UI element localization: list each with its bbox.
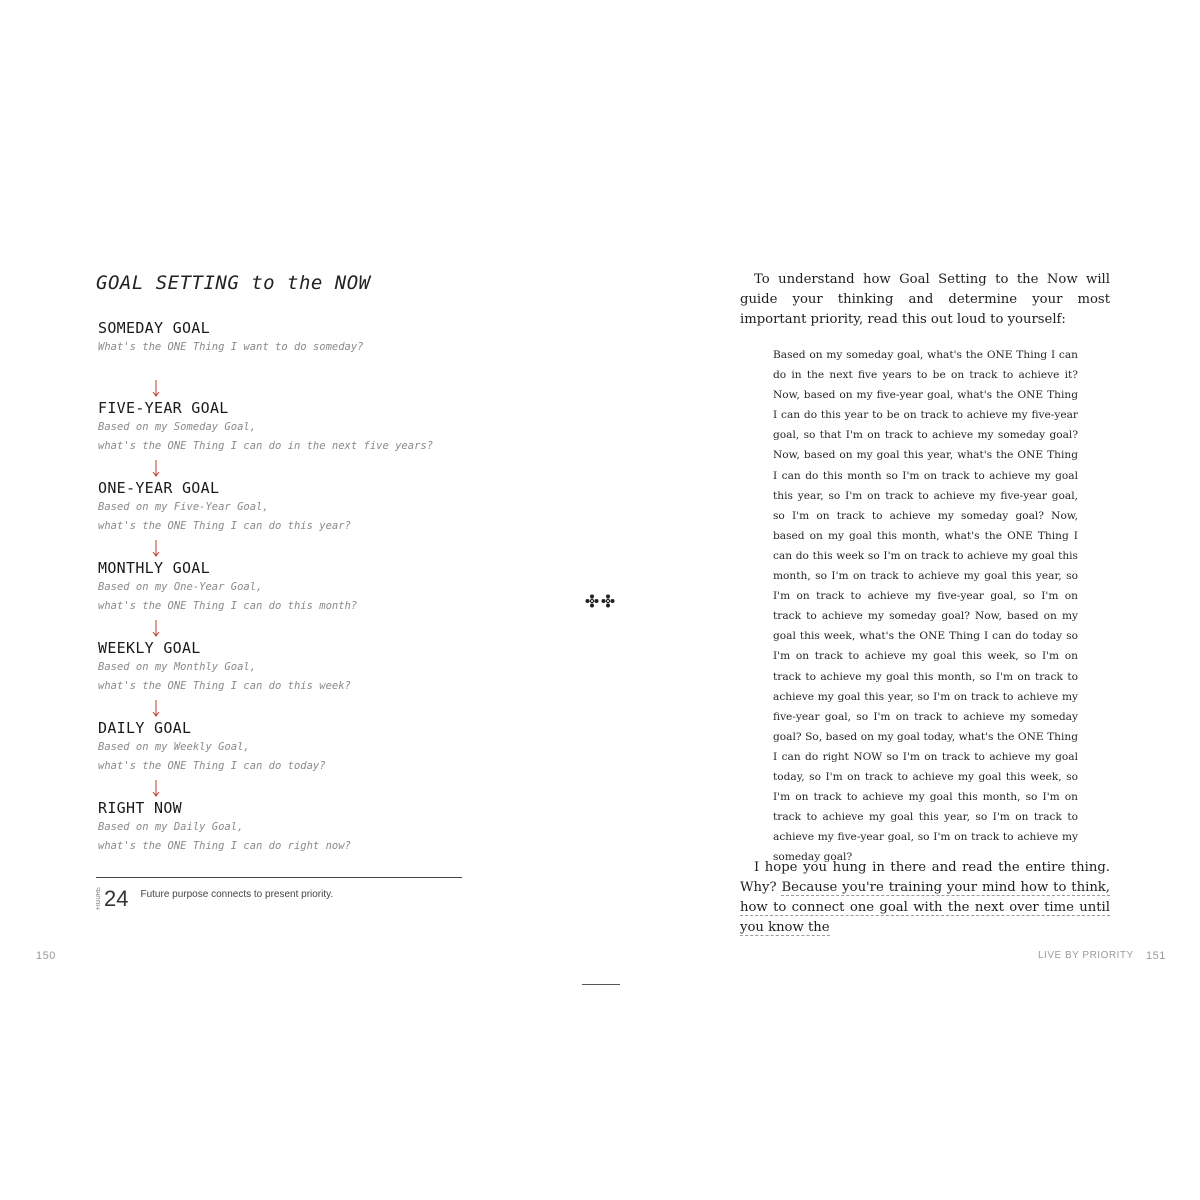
goal-step	[98, 398, 470, 478]
goal-step	[98, 718, 470, 798]
goal-step-label: RIGHT NOW	[98, 799, 182, 817]
goal-step-label: MONTHLY GOAL	[98, 559, 210, 577]
down-arrow-icon	[152, 780, 160, 798]
figure-divider	[96, 877, 462, 878]
goal-step-question: what's the ONE Thing I can do this week?	[98, 680, 351, 692]
goal-step	[98, 478, 470, 558]
goal-step-label: WEEKLY GOAL	[98, 639, 201, 657]
goal-step-question: Based on my One-Year Goal,	[98, 581, 263, 593]
goal-step-question: Based on my Daily Goal,	[98, 821, 244, 833]
intro-paragraph: To understand how Goal Setting to the Now will guide your thinking and determine your most important priority, read this out loud to yourself:	[740, 272, 1110, 327]
goal-step-question: Based on my Weekly Goal,	[98, 741, 250, 753]
goal-step-question: Based on my Someday Goal,	[98, 421, 257, 433]
right-page	[600, 0, 1200, 1200]
goal-step-label: FIVE-YEAR GOAL	[98, 399, 229, 417]
closing-lead-text: I hope you hung in there and read the entire thing. Why?	[740, 860, 1110, 895]
goal-step	[98, 798, 470, 878]
page-number-left: 150	[36, 950, 56, 962]
goal-step	[98, 638, 470, 718]
down-arrow-icon	[152, 380, 160, 398]
goal-step-question: what's the ONE Thing I can do this year?	[98, 520, 351, 532]
down-arrow-icon	[152, 540, 160, 558]
down-arrow-icon	[152, 460, 160, 478]
figure-caption: Future purpose connects to present priority.	[140, 889, 334, 900]
goal-step-label: DAILY GOAL	[98, 719, 192, 737]
goal-step-question: what's the ONE Thing I can do right now?	[98, 840, 351, 852]
goal-step-question: what's the ONE Thing I can do in the next five years?	[98, 440, 434, 452]
goal-step-label: SOMEDAY GOAL	[98, 319, 210, 337]
goal-step-question: what's the ONE Thing I can do this month?	[98, 600, 358, 612]
block-quote: Based on my someday goal, what's the ONE Thing I can do in the next five years to be on track to achieve it? Now, based on my five-year goal, what's the ONE Thing I can do this year to be on track to achieve my five-year goal, so that I'm on track to achieve my someday goal? Now, based on my goal this year, what's the ONE Thing I can do this month so I'm on track to achieve my goal this year, so I'm on track to achieve my five-year goal, so I'm on track to achieve my someday goal? Now, based on my goal this month, what's the ONE Thing I can do this week so I'm on track to achieve my goal this month, so I'm on track to achieve my goal this year, so I'm on track to achieve my five-year goal, so I'm on track to achieve my someday goal? Now, based on my goal this week, what's the ONE Thing I can do today so I'm on track to achieve my goal this week, so I'm on track to achieve my goal this month, so I'm on track to achieve my goal this year, so I'm on track to achieve my five-year goal, so I'm on track to achieve my someday goal? So, based on my goal today, what's the ONE Thing I can do right NOW so I'm on track to achieve my goal today, so I'm on track to achieve my goal this week, so I'm on track to achieve my goal this month, so I'm on track to achieve my goal this year, so I'm on track to achieve my five-year goal, so I'm on track to achieve my someday goal?	[773, 349, 1078, 864]
page-number-right: 151	[1146, 950, 1166, 962]
goal-step	[98, 558, 470, 638]
closing-underlined-text: Because you're training your mind how to think, how to connect one goal with the next over time until you know the	[740, 880, 1110, 935]
goal-step	[98, 318, 470, 398]
figure-caption-block	[96, 886, 333, 910]
down-arrow-icon	[152, 620, 160, 638]
figure-label: FIGURE	[96, 887, 102, 910]
closing-paragraph	[740, 858, 1110, 938]
goal-step-question: What's the ONE Thing I want to do someday?	[98, 341, 364, 353]
figure-number: 24	[104, 886, 129, 911]
goal-steps-list	[98, 318, 470, 878]
goal-step-question: Based on my Five-Year Goal,	[98, 501, 269, 513]
running-head: LIVE BY PRIORITY	[1038, 950, 1134, 961]
figure-title: GOAL SETTING to the NOW	[96, 272, 371, 294]
goal-step-question: what's the ONE Thing I can do today?	[98, 760, 326, 772]
goal-step-label: ONE-YEAR GOAL	[98, 479, 220, 497]
down-arrow-icon	[152, 700, 160, 718]
goal-step-question: Based on my Monthly Goal,	[98, 661, 257, 673]
